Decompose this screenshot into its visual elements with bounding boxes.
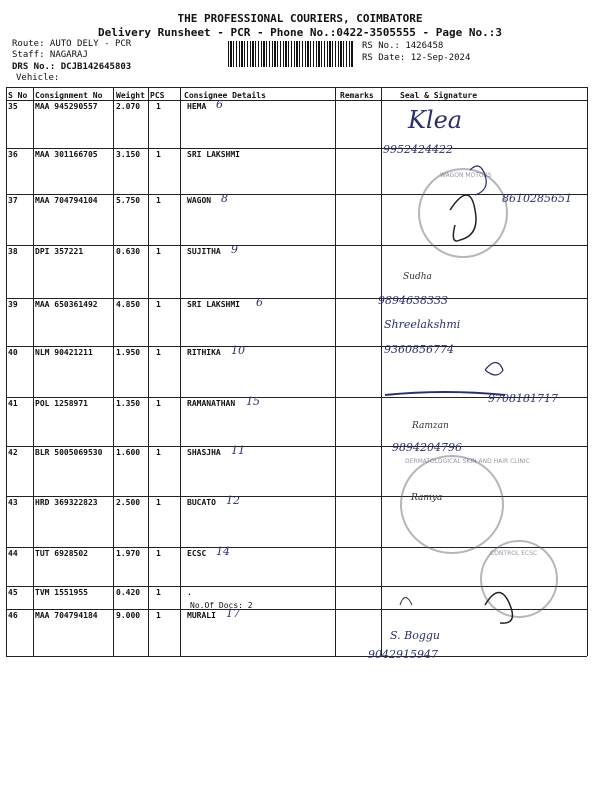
cell-weight: 9.000 <box>116 611 141 620</box>
cell-consignee: BUCATO <box>187 498 216 507</box>
col-header-pcs: PCS <box>150 91 165 100</box>
signature-39-name: Shreelakshmi <box>384 318 461 331</box>
cell-weight: 2.500 <box>116 498 141 507</box>
handwritten-seq-number: 6 <box>216 98 223 111</box>
cell-pcs: 1 <box>156 300 161 309</box>
table-grid-line <box>6 87 587 88</box>
signature-38-name: Sudha <box>403 272 432 282</box>
cell-weight: 0.420 <box>116 588 141 597</box>
signature-46-name: S. Boggu <box>390 629 441 642</box>
col-header-weight: Weight <box>116 91 145 100</box>
cell-consignment: MAA 704794184 <box>35 611 98 620</box>
cell-consignment: MAA 704794104 <box>35 196 98 205</box>
staff-label: Staff: NAGARAJ <box>12 50 88 60</box>
table-grid-line <box>33 87 34 656</box>
handwritten-seq-number: 17 <box>226 607 240 620</box>
signature-43-name: Ramya <box>411 493 443 503</box>
cell-consignee: MURALI <box>187 611 216 620</box>
cell-sno: 38 <box>8 247 18 256</box>
cell-consignment: NLM 90421211 <box>35 348 93 357</box>
cell-consignee: SHASJHA <box>187 448 221 457</box>
table-grid-line <box>335 87 336 656</box>
cell-pcs: 1 <box>156 549 161 558</box>
wagon-stamp-text: WAGON MOTORS <box>440 172 492 179</box>
cell-sno: 46 <box>8 611 18 620</box>
col-header-consignee: Consignee Details <box>184 91 266 100</box>
cell-sno: 35 <box>8 102 18 111</box>
cell-consignment: DPI 357221 <box>35 247 84 256</box>
table-grid-line <box>180 87 181 656</box>
cell-weight: 2.070 <box>116 102 141 111</box>
signature-37-phone: 8610285651 <box>502 192 572 205</box>
cell-sno: 44 <box>8 549 18 558</box>
table-grid-line <box>113 87 114 656</box>
cell-pcs: 1 <box>156 196 161 205</box>
cell-pcs: 1 <box>156 348 161 357</box>
cell-pcs: 1 <box>156 150 161 159</box>
cell-consignment: BLR 5005069530 <box>35 448 103 457</box>
cell-weight: 0.630 <box>116 247 141 256</box>
signature-scribbles <box>380 100 590 660</box>
signature-46-phone: 9042915947 <box>368 648 438 661</box>
cell-weight: 1.970 <box>116 549 141 558</box>
no-of-docs: No.Of Docs: 2 <box>190 601 253 610</box>
handwritten-seq-number: 9 <box>231 243 238 256</box>
rs-number: RS No.: 1426458 <box>362 41 444 51</box>
cell-pcs: 1 <box>156 247 161 256</box>
runsheet-subtitle: Delivery Runsheet - PCR - Phone No.:0422-3505555 - Page No.:3 <box>98 26 502 39</box>
cell-weight: 1.600 <box>116 448 141 457</box>
cell-pcs: 1 <box>156 611 161 620</box>
signature-38-phone: 9894638333 <box>378 294 448 307</box>
signature-40-phone: 9708181717 <box>488 392 558 405</box>
cell-sno: 43 <box>8 498 18 507</box>
cell-pcs: 1 <box>156 498 161 507</box>
col-header-consignment: Consignment No <box>35 91 103 100</box>
vehicle-label: Vehicle: <box>16 73 60 83</box>
cell-pcs: 1 <box>156 399 161 408</box>
handwritten-seq-number: 10 <box>231 344 245 357</box>
table-grid-line <box>6 87 7 656</box>
signature-35: Klea <box>408 106 463 134</box>
cell-weight: 4.850 <box>116 300 141 309</box>
table-grid-line <box>148 87 149 656</box>
drs-number: DRS No.: DCJB142645803 <box>12 62 132 72</box>
handwritten-seq-number: 11 <box>231 444 245 457</box>
cell-consignee: RITHIKA <box>187 348 221 357</box>
handwritten-seq-number: 12 <box>226 494 240 507</box>
cell-consignment: MAA 650361492 <box>35 300 98 309</box>
cell-consignment: POL 1258971 <box>35 399 88 408</box>
signature-41-phone: 9894204796 <box>392 441 462 454</box>
cell-sno: 45 <box>8 588 18 597</box>
company-title: THE PROFESSIONAL COURIERS, COIMBATORE <box>177 12 423 25</box>
cell-sno: 37 <box>8 196 18 205</box>
cell-consignment: MAA 301166705 <box>35 150 98 159</box>
cell-consignee: HEMA <box>187 102 207 111</box>
handwritten-seq-number: 14 <box>216 545 230 558</box>
cell-sno: 36 <box>8 150 18 159</box>
cell-pcs: 1 <box>156 102 161 111</box>
cell-sno: 41 <box>8 399 18 408</box>
cell-consignment: TUT 6928502 <box>35 549 88 558</box>
cell-weight: 5.750 <box>116 196 141 205</box>
handwritten-seq-number: 15 <box>246 395 260 408</box>
cell-consignment: MAA 945290557 <box>35 102 98 111</box>
signature-39-phone: 9360856774 <box>384 343 454 356</box>
col-header-remarks: Remarks <box>340 91 374 100</box>
cell-consignee: SRI LAKSHMI <box>187 300 240 309</box>
signature-41-name: Ramzan <box>412 421 449 431</box>
cell-weight: 3.150 <box>116 150 141 159</box>
cell-sno: 42 <box>8 448 18 457</box>
handwritten-seq-number: 8 <box>221 192 228 205</box>
cell-sno: 39 <box>8 300 18 309</box>
cell-consignee: SUJITHA <box>187 247 221 256</box>
dermatology-stamp-text: DERMATOLOGICAL SKIN AND HAIR CLINIC <box>405 458 530 465</box>
handwritten-seq-number: 6 <box>256 296 263 309</box>
cell-consignment: TVM 1551955 <box>35 588 88 597</box>
rs-date: RS Date: 12-Sep-2024 <box>362 53 471 63</box>
cell-consignee: RAMANATHAN <box>187 399 236 408</box>
col-header-sno: S No <box>8 91 28 100</box>
cell-consignee: ECSC <box>187 549 207 558</box>
cell-pcs: 1 <box>156 448 161 457</box>
cell-sno: 40 <box>8 348 18 357</box>
cell-consignee: . <box>187 588 192 597</box>
cell-pcs: 1 <box>156 588 161 597</box>
cell-weight: 1.950 <box>116 348 141 357</box>
signature-36-phone: 9952424422 <box>383 143 453 156</box>
col-header-signature: Seal & Signature <box>400 91 478 100</box>
cell-weight: 1.350 <box>116 399 141 408</box>
cell-consignment: HRD 369322823 <box>35 498 98 507</box>
cell-consignee: WAGON <box>187 196 212 205</box>
control-stamp-text: CONTROL ECSC <box>490 550 538 557</box>
route-label: Route: AUTO DELY - PCR <box>12 39 132 49</box>
barcode <box>228 41 354 67</box>
cell-consignee: SRI LAKSHMI <box>187 150 240 159</box>
